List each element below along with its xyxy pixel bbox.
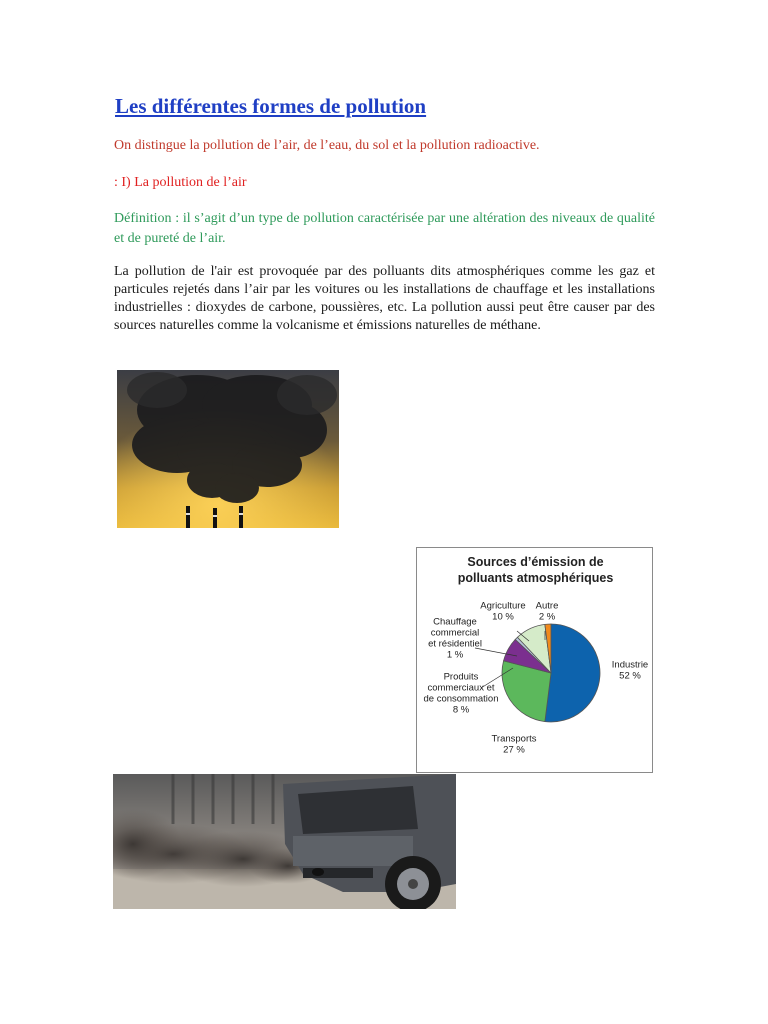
pie-label-line: Autre <box>535 600 559 612</box>
pie-label-4 <box>428 617 482 661</box>
pie-label-2 <box>491 734 536 756</box>
definition-paragraph: Définition : il s’agit d’un type de pollution caractérisée par une altération des niveaux de qualité et de pureté de l’air. <box>114 211 655 246</box>
pie-label-line: commercial <box>430 627 480 639</box>
pie-label-5 <box>480 601 525 623</box>
pie-slice-1 <box>545 624 600 722</box>
pie-label-line: 10 % <box>492 611 514 623</box>
section-heading-air: : I) La pollution de l’air <box>114 175 247 190</box>
intro-paragraph: On distingue la pollution de l’air, de l’eau, du sol et la pollution radioactive. <box>114 138 540 153</box>
emission-sources-chart <box>416 547 653 773</box>
pie-label-3 <box>424 672 499 716</box>
pie-label-line: de consommation <box>423 693 499 705</box>
pie-label-line: 8 % <box>452 704 470 716</box>
pie-label-line: Chauffage <box>433 616 477 628</box>
page-title: Les différentes formes de pollution <box>115 94 427 118</box>
pie-label-line: Industrie <box>611 659 649 671</box>
pie-label-line: 27 % <box>503 744 525 756</box>
pie-label-line: Produits <box>443 671 479 683</box>
car-exhaust-photo <box>113 774 456 909</box>
pie-label-line: commerciaux et <box>427 682 495 694</box>
factory-smoke-photo <box>117 370 339 528</box>
chart-title-line-1: Sources d’émission de <box>467 555 604 569</box>
pie-label-line: et résidentiel <box>428 638 482 650</box>
pie-label-line: Agriculture <box>480 600 526 612</box>
chart-title-line-2: polluants atmosphériques <box>457 571 614 585</box>
pie-label-line: 1 % <box>446 649 464 661</box>
pie-chart-svg <box>417 548 654 774</box>
body-paragraph: La pollution de l'air est provoquée par des polluants dits atmosphériques comme les gaz et particules rejetés dans l’air par les voitures ou les installations de chauffage et les installations industrielles : dioxydes de carbone, poussières, etc. La pollution aussi peut être causer par des sources naturelles comme la volcanisme et émissions naturelles de méthane. <box>114 264 655 333</box>
pie-label-line: 2 % <box>538 611 556 623</box>
pie-label-6 <box>536 601 559 623</box>
pie-label-line: 52 % <box>619 670 641 682</box>
pie-label-1 <box>612 660 648 682</box>
pie-label-line: Transports <box>491 733 537 745</box>
